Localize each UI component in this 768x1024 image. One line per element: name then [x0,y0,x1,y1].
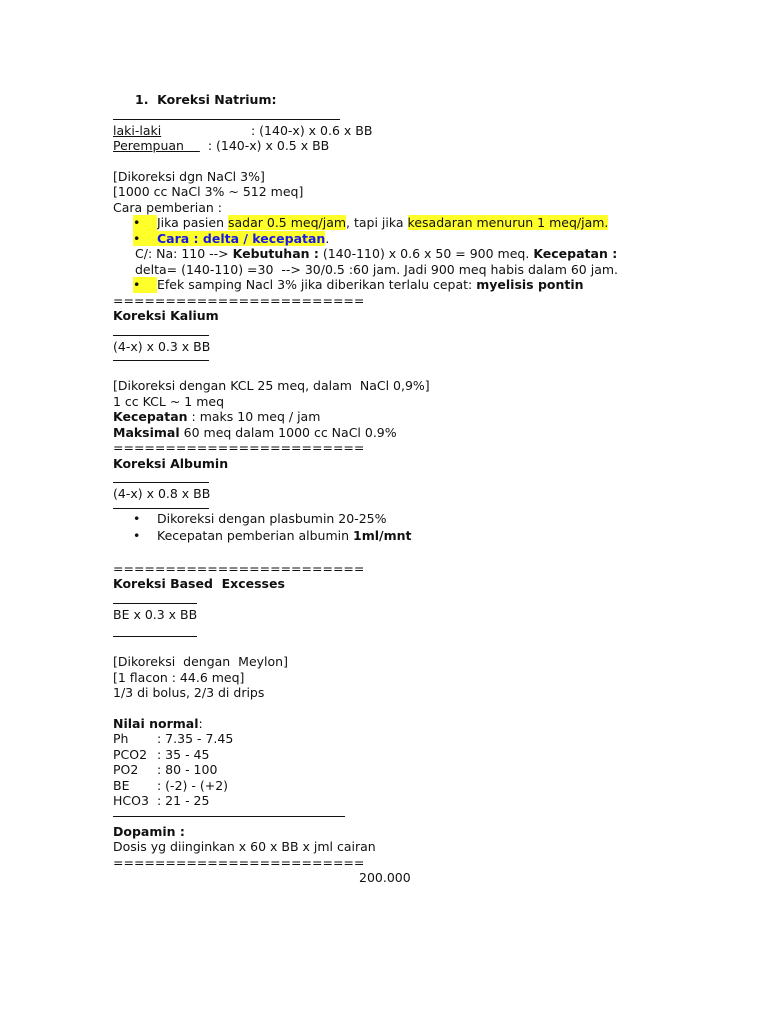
dopamin-title: Dopamin : [113,823,185,839]
natrium-perempuan-row [113,138,713,154]
bullet-icon: • [133,215,157,231]
be-divider-bottom [113,636,197,637]
bullet-icon: • [133,277,157,293]
be-divider-top [113,603,197,604]
nilai-row: HCO3 : 21 - 25 [113,793,210,808]
nilai-row: PO2 : 80 - 100 [113,762,218,777]
albumin-divider-top [113,482,209,483]
dopamin-denominator: 200.000 [359,870,411,885]
kalium-maksimal: Maksimal 60 meq dalam 1000 cc NaCl 0.9% [113,424,397,440]
dopamin-formula: Dosis yg diinginkan x 60 x BB x jml cairan [113,839,376,854]
dopamin-divider [113,816,345,817]
separator: ======================== [113,440,365,455]
highlight-sadar: sadar 0.5 meq/jam [227,215,347,230]
be-bolus: 1/3 di bolus, 2/3 di drips [113,685,265,700]
bullet-icon: • [133,231,157,247]
kalium-divider-top [113,335,209,336]
separator: ======================== [113,292,365,308]
bullet-icon: • [133,510,141,526]
nilai-title-row: Nilai normal: [113,715,203,731]
albumin-divider-bottom [113,508,209,509]
be-formula: BE x 0.3 x BB [113,606,198,622]
kalium-title: Koreksi Kalium [113,308,219,323]
kalium-formula: (4-x) x 0.3 x BB [113,338,211,354]
albumin-title: Koreksi Albumin [113,455,229,471]
bullet-icon: • [133,528,141,543]
separator: ======================== [113,854,365,870]
natrium-meq: [1000 cc NaCl 3% ~ 512 meq] [113,184,304,199]
natrium-cara: Cara pemberian : [113,199,222,215]
be-flacon: [1 flacon : 44.6 meq] [113,669,245,685]
natrium-bullet-3: • Efek samping Nacl 3% jika diberikan terlalu cepat: myelisis pontin [133,277,584,292]
albumin-formula: (4-x) x 0.8 x BB [113,486,211,501]
separator: ======================== [113,560,365,576]
natrium-bullet-1: • Jika pasien sadar 0.5 meq/jam, tapi jika kesadaran menurun 1 meq/jam. [133,215,609,230]
natrium-title: 1. Koreksi Natrium: [135,92,277,107]
natrium-laki-row [113,123,713,139]
albumin-bullet-2: • Kecepatan pemberian albumin 1ml/mnt [133,528,412,543]
laki-formula: : (140-x) x 0.6 x BB [251,122,373,138]
nilai-row: PCO2 : 35 - 45 [113,746,210,762]
kalium-koreksi: [Dikoreksi dengan KCL 25 meq, dalam NaCl 0,9%] [113,378,430,393]
kalium-meq: 1 cc KCL ~ 1 meq [113,393,224,409]
document-page [113,92,713,886]
highlight-kesadaran: kesadaran menurun 1 meq/jam. [407,215,609,230]
kalium-kecepatan: Kecepatan : maks 10 meq / jam [113,409,321,424]
be-koreksi: [Dikoreksi dengan Meylon] [113,654,288,669]
nilai-row: BE : (-2) - (+2) [113,777,229,793]
natrium-bullet-2: • Cara : delta / kecepatan. [133,230,330,246]
natrium-divider [113,119,340,120]
cara-delta-text: Cara : delta / kecepatan [157,230,326,246]
perempuan-formula: : (140-x) x 0.5 x BB [199,138,330,153]
laki-label: laki-laki [113,122,162,138]
nilai-row: Ph : 7.35 - 7.45 [113,731,234,746]
nilai-title: Nilai normal [113,715,199,731]
natrium-example-1: C/: Na: 110 --> Kebutuhan : (140-110) x 0.6 x 50 = 900 meq. Kecepatan : [135,246,618,261]
natrium-koreksi: [Dikoreksi dgn NaCl 3%] [113,168,265,184]
albumin-bullet-1: • Dikoreksi dengan plasbumin 20-25% [133,510,387,526]
perempuan-label: Perempuan [113,138,184,153]
kalium-divider-bottom [113,360,209,361]
natrium-example-2: delta= (140-110) =30 --> 30/0.5 :60 jam. Jadi 900 meq habis dalam 60 jam. [135,261,619,277]
be-title: Koreksi Based Excesses [113,576,285,591]
